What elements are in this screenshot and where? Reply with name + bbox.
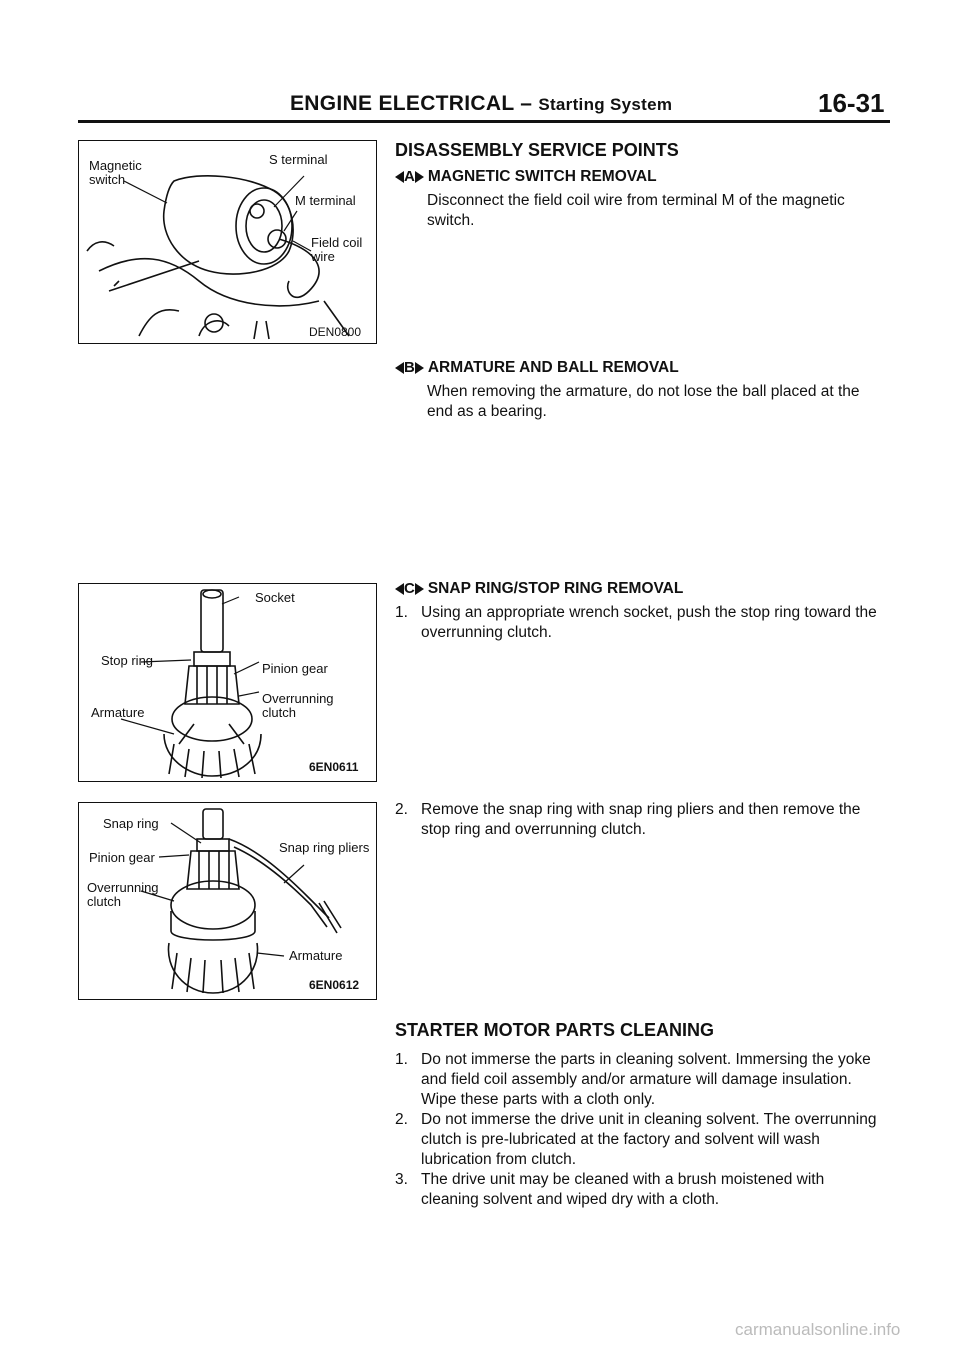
list-item: 3. The drive unit may be cleaned with a brush moistened with cleaning solvent and wiped dry with a cloth. [395, 1171, 825, 1208]
label-overrunning-clutch: Overrunning clutch [262, 691, 334, 720]
label-field-coil-wire: Field coil wire [311, 235, 363, 264]
figure-code: 6EN0611 [309, 760, 359, 774]
subsection-c-title: C SNAP RING/STOP RING REMOVAL [395, 580, 885, 598]
page-number: 16-31 [818, 88, 885, 118]
step-number: 1. [395, 604, 408, 621]
subsection-c [395, 580, 885, 643]
subsection-c-step-2 [395, 800, 885, 840]
step-text: Using an appropriate wrench socket, push the stop ring toward the overrunning clutch. [421, 604, 877, 641]
section-heading-cleaning: STARTER MOTOR PARTS CLEANING [395, 1020, 714, 1040]
label-s-terminal: S terminal [269, 152, 328, 167]
service-point-badge-a: A [395, 168, 424, 185]
label-snap-ring-pliers: Snap ring pliers [279, 840, 370, 855]
header-title-main: ENGINE ELECTRICAL [290, 92, 515, 115]
figure-code: DEN0800 [309, 325, 362, 339]
cleaning-list [395, 1050, 885, 1210]
section-heading-disassembly: DISASSEMBLY SERVICE POINTS [395, 140, 679, 160]
figure-magnetic-switch [78, 140, 377, 344]
figure-stop-ring [78, 583, 377, 782]
label-m-terminal: M terminal [295, 193, 356, 208]
subsection-a-text: Disconnect the field coil wire from terminal M of the magnetic switch. [427, 192, 845, 229]
label-armature: Armature [91, 705, 145, 720]
label-magnetic-switch: Magnetic switch [89, 158, 142, 187]
subsection-b-title: B ARMATURE AND BALL REMOVAL [395, 359, 885, 377]
subsection-b-text: When removing the armature, do not lose the ball placed at the end as a bearing. [427, 383, 860, 420]
service-point-badge-c: C [395, 580, 424, 597]
label-pinion-gear: Pinion gear [262, 661, 328, 676]
list-item: 1. Do not immerse the parts in cleaning solvent. Immersing the yoke and field coil assembly and/or armature will damage insulation. Wipe these parts with a cloth only. [395, 1051, 871, 1108]
subsection-c-step-1 [395, 603, 885, 643]
label-pinion-gear: Pinion gear [89, 850, 155, 865]
label-overrunning-clutch: Overrunning clutch [87, 880, 159, 909]
header-title-sub: Starting System [538, 95, 673, 114]
step-number: 2. [395, 801, 408, 818]
label-snap-ring: Snap ring [103, 816, 159, 831]
label-armature: Armature [289, 948, 343, 963]
page-header-title [290, 92, 672, 116]
label-socket: Socket [255, 590, 295, 605]
header-rule [78, 120, 890, 123]
list-item: 2. Do not immerse the drive unit in cleaning solvent. The overrunning clutch is pre-lubricated at the factory and solvent will wash lubrication from clutch. [395, 1111, 877, 1168]
stop-ring-illustration [79, 584, 376, 781]
header-separator: – [520, 92, 533, 115]
step-text: Remove the snap ring with snap ring pliers and then remove the stop ring and overrunning clutch. [421, 801, 861, 838]
subsection-b [395, 359, 885, 422]
watermark: carmanualsonline.info [735, 1320, 901, 1339]
subsection-a-title: A MAGNETIC SWITCH REMOVAL [395, 168, 885, 186]
figure-code: 6EN0612 [309, 978, 360, 992]
figure-snap-ring [78, 802, 377, 1000]
label-stop-ring: Stop ring [101, 653, 154, 668]
subsection-a [395, 168, 885, 231]
service-point-badge-b: B [395, 359, 424, 376]
